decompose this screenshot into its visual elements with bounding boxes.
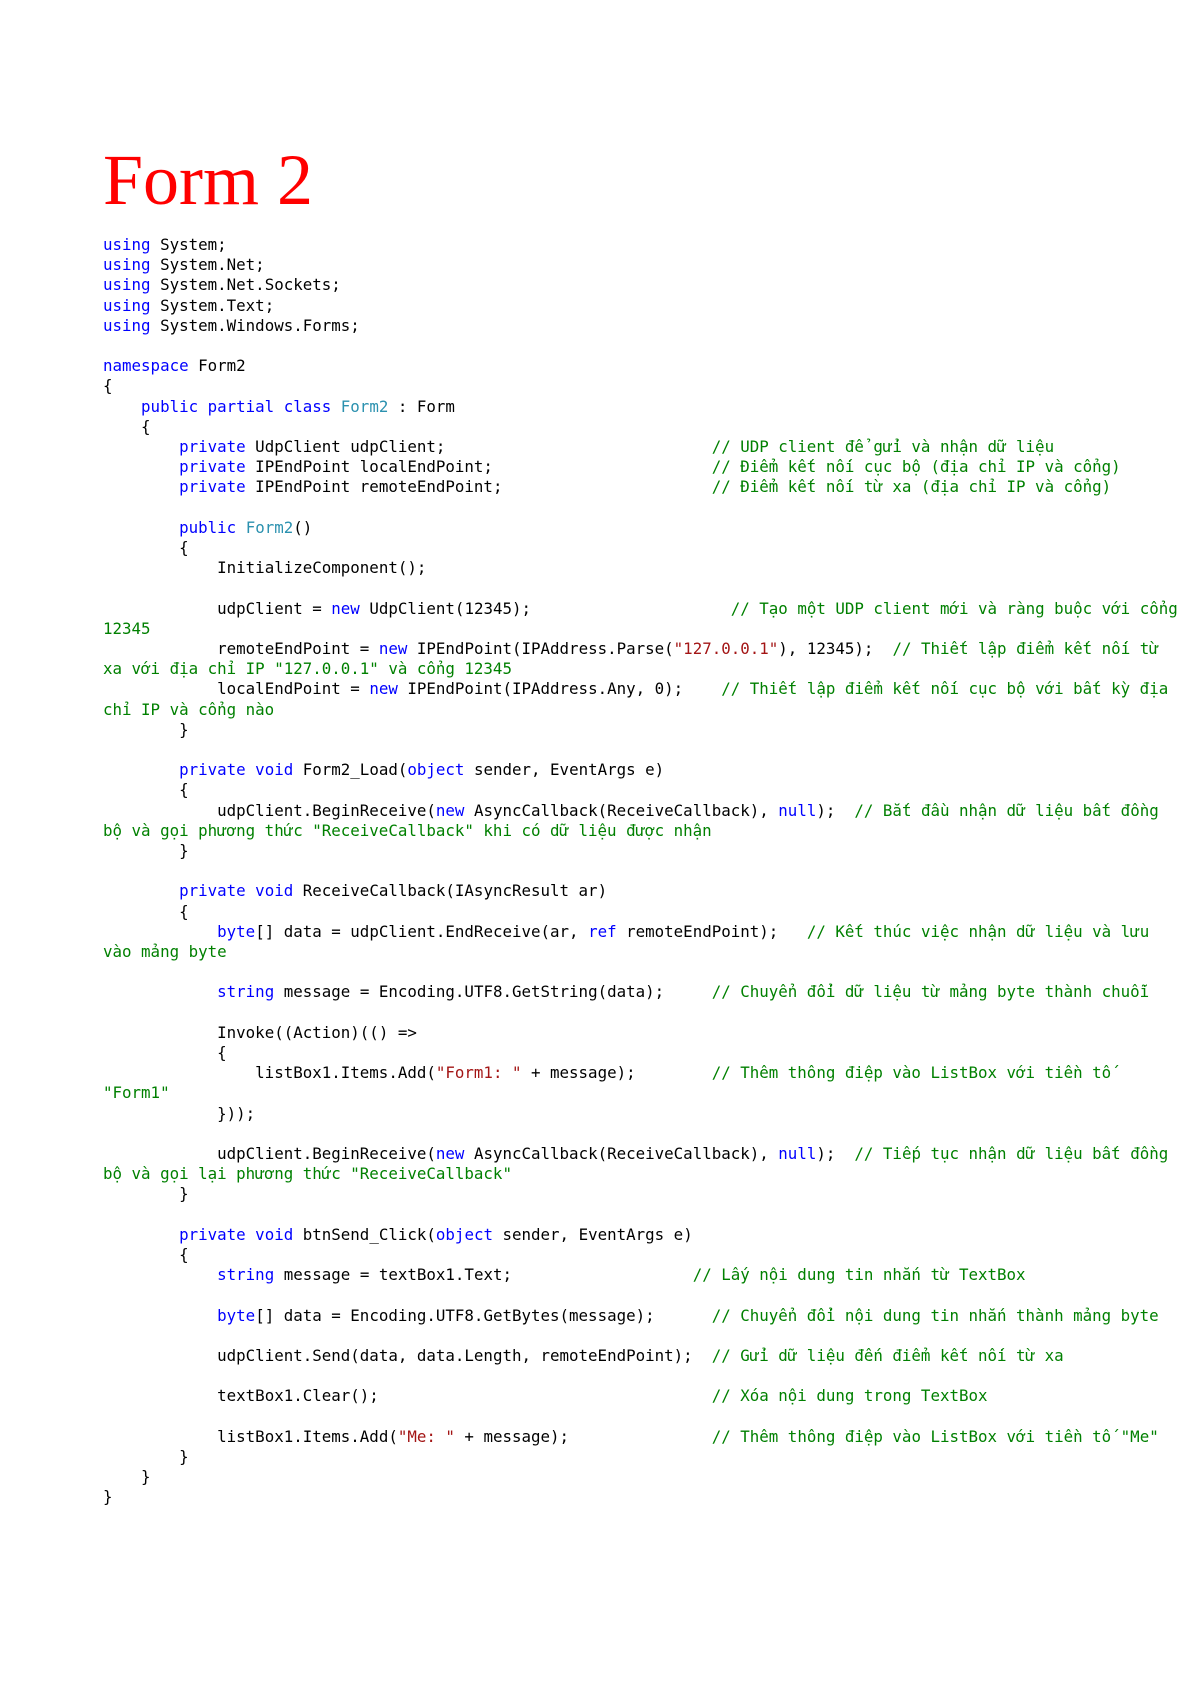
code-keyword: private [179,457,246,477]
code-keyword: new [435,800,465,820]
code-keyword: null [778,800,817,820]
code-line [103,1487,1183,1507]
code-comment: // Điểm kết nối cục bộ (địa chỉ IP và cổng) [711,457,1121,477]
code-text: IPEndPoint localEndPoint; [245,457,712,477]
code-text: sender, EventArgs e) [464,760,665,780]
code-text [103,518,179,537]
code-line [103,881,1183,901]
code-line [103,397,1183,417]
code-keyword: private [179,477,246,497]
code-text: AsyncCallback(ReceiveCallback), [464,1144,779,1164]
code-text: btnSend_Click( [293,1224,436,1244]
code-line [103,1184,1183,1204]
code-text [103,760,179,779]
code-line [103,1205,1183,1225]
code-text: AsyncCallback(ReceiveCallback), [464,800,779,820]
code-text: Invoke((Action)(() => [103,1022,417,1042]
code-line [103,1467,1183,1487]
page-title: Form 2 [103,140,314,220]
code-line [103,1285,1183,1305]
code-keyword: null [778,1144,817,1164]
code-comment: // Xóa nội dung trong TextBox [711,1386,988,1406]
code-keyword: ref [588,921,617,941]
code-text: { [103,416,151,436]
code-keyword: public [179,517,237,537]
code-text: udpClient = [103,598,332,618]
code-text [236,518,246,537]
code-text [103,1306,217,1325]
code-keyword: byte [217,1305,256,1325]
code-text: { [103,1245,189,1265]
code-line [103,356,1183,376]
code-line [103,1366,1183,1386]
code-text: UdpClient(12345); [359,598,731,618]
code-line [103,235,1183,255]
code-type: Form2 [245,517,294,537]
code-keyword: new [378,639,408,659]
code-text [103,922,217,941]
code-text: [] data = Encoding.UTF8.GetBytes(message); [255,1305,712,1325]
code-comment: // Chuyển đổi dữ liệu từ mảng byte thành chuỗi [711,982,1150,1002]
code-comment: // Thêm thông điệp vào ListBox với tiền tố "Me" [711,1426,1159,1446]
code-line [103,275,1183,295]
code-text: ), 12345); [778,639,893,659]
code-text: message = textBox1.Text; [274,1265,693,1285]
code-line [103,922,1183,962]
code-comment: // Thiết lập điểm kết nối cục bộ với bất kỳ địa chỉ IP và cổng nào [103,679,1178,719]
code-line [103,1063,1183,1103]
code-text: { [103,780,189,800]
code-keyword: private void [179,881,294,901]
code-keyword: private void [179,760,294,780]
code-text: Form2 [188,356,246,376]
code-line [103,1407,1183,1427]
code-text: IPEndPoint(IPAddress.Any, 0); [397,679,722,699]
code-line [103,1104,1183,1124]
code-text: IPEndPoint(IPAddress.Parse( [407,639,674,659]
code-text: listBox1.Items.Add( [103,1063,436,1083]
code-line [103,1265,1183,1285]
code-text: udpClient.BeginReceive( [103,800,436,820]
code-line [103,255,1183,275]
code-text: udpClient.Send(data, data.Length, remoteEndPoint); [103,1346,712,1365]
code-text: udpClient.BeginReceive( [103,1144,436,1164]
code-keyword: using [103,295,151,315]
code-line [103,801,1183,841]
code-keyword: namespace [103,356,189,376]
code-keyword: string [217,1265,275,1285]
code-text [103,982,217,1001]
code-line [103,740,1183,760]
code-string: "Form1: " [435,1063,522,1083]
code-comment: // Lấy nội dung tin nhắn từ TextBox [692,1265,1026,1285]
code-line [103,457,1183,477]
code-text: })); [103,1103,256,1123]
code-text: [] data = udpClient.EndReceive(ar, [255,921,589,941]
code-text: + message); [454,1426,712,1446]
code-text: textBox1.Clear(); [103,1386,712,1406]
code-text: ); [816,800,855,820]
code-text: } [103,841,189,861]
code-keyword: new [331,598,360,618]
code-text: UdpClient udpClient; [245,437,712,457]
code-comment: // Thêm thông điệp vào ListBox với tiền tố "Form1" [103,1063,1121,1103]
code-comment: // UDP client để gửi và nhận dữ liệu [711,437,1055,457]
code-line [103,1386,1183,1406]
code-line [103,417,1183,437]
code-line [103,1346,1183,1366]
code-line [103,861,1183,881]
code-text [103,477,179,496]
code-comment: // Bắt đầu nhận dữ liệu bất đồng bộ và gọi phương thức "ReceiveCallback" khi có dữ liệu được nhận [103,800,1169,840]
code-text [103,881,179,900]
code-text: } [103,1487,113,1507]
code-line [103,902,1183,922]
code-keyword: private [179,437,246,457]
code-text: System.Net.Sockets; [150,275,341,295]
code-line [103,316,1183,336]
code-text: } [103,1184,189,1204]
code-block [103,235,1188,1508]
code-line [103,336,1183,356]
code-line [103,296,1183,316]
code-comment: // Tiếp tục nhận dữ liệu bất đồng bộ và gọi lại phương thức "ReceiveCallback" [103,1144,1178,1184]
code-line [103,1144,1183,1184]
code-line [103,679,1183,719]
code-text: System; [150,235,227,254]
code-keyword: byte [217,921,256,941]
code-text: remoteEndPoint); [616,921,807,941]
code-keyword: object [407,760,465,780]
code-keyword: new [435,1144,465,1164]
code-comment: // Thiết lập điểm kết nối từ xa với địa chỉ IP "127.0.0.1" và cổng 12345 [103,639,1169,679]
code-text: { [103,376,113,396]
code-line [103,1245,1183,1265]
code-line [103,598,1188,639]
code-text: } [103,1446,189,1466]
code-text: { [103,1043,227,1063]
code-comment: // Điểm kết nối từ xa (địa chỉ IP và cổng) [711,477,1112,497]
code-text: ReceiveCallback(IAsyncResult ar) [293,881,608,901]
code-text: : Form [388,396,455,416]
code-text: () [293,517,313,537]
code-text: Form2_Load( [293,760,408,780]
code-comment: // Gửi dữ liệu đến điểm kết nối từ xa [711,1346,1064,1365]
code-line [103,538,1183,558]
code-line [103,1124,1183,1144]
code-keyword: using [103,275,151,295]
code-line [103,1326,1183,1346]
code-text: { [103,538,189,558]
code-text: ); [816,1144,855,1164]
code-text: System.Windows.Forms; [150,315,360,335]
code-text [103,1265,217,1284]
code-text: InitializeComponent(); [103,558,427,578]
code-line [103,1306,1183,1326]
code-line [103,760,1183,780]
code-line [103,518,1183,538]
code-line [103,982,1183,1002]
code-line [103,558,1183,578]
code-string: "127.0.0.1" [673,639,779,659]
code-line [103,962,1183,982]
code-line [103,437,1183,457]
code-text [103,397,141,416]
code-line [103,1447,1183,1467]
code-keyword: private void [179,1224,294,1244]
code-line [103,1427,1183,1447]
code-text [103,457,179,476]
code-type: Form2 [340,396,389,416]
code-line [103,1023,1183,1043]
code-text: localEndPoint = [103,679,370,699]
code-text [331,397,341,416]
code-keyword: string [217,982,275,1002]
code-line [103,1225,1183,1245]
code-keyword: using [103,235,151,254]
code-text: message = Encoding.UTF8.GetString(data); [274,982,712,1002]
code-keyword: object [435,1224,493,1244]
code-text: sender, EventArgs e) [492,1224,693,1244]
code-comment: // Tạo một UDP client mới và ràng buộc với cổng 12345 [103,598,1188,638]
code-line [103,477,1183,497]
code-keyword: new [369,679,398,699]
code-text [103,437,179,456]
code-text: + message); [521,1063,712,1083]
code-line [103,578,1183,598]
code-line [103,639,1183,679]
code-text: listBox1.Items.Add( [103,1426,398,1446]
code-line [103,1043,1183,1063]
code-string: "Me: " [397,1426,455,1446]
code-text: remoteEndPoint = [103,639,379,659]
code-text: } [103,719,189,739]
code-line [103,1003,1183,1023]
code-line [103,498,1183,518]
code-text: { [103,901,189,921]
code-keyword: using [103,255,151,275]
code-text [103,1225,179,1244]
code-text: IPEndPoint remoteEndPoint; [245,477,712,497]
code-line [103,780,1183,800]
code-text: System.Net; [150,255,265,275]
code-line [103,376,1183,396]
code-comment: // Kết thúc việc nhận dữ liệu và lưu vào mảng byte [103,921,1159,962]
code-keyword: using [103,315,151,335]
code-text: System.Text; [150,295,275,315]
code-line [103,841,1183,861]
code-comment: // Chuyển đổi nội dung tin nhắn thành mảng byte [711,1305,1159,1325]
code-keyword: public partial class [141,396,332,416]
code-text: } [103,1467,151,1487]
code-line [103,720,1183,740]
